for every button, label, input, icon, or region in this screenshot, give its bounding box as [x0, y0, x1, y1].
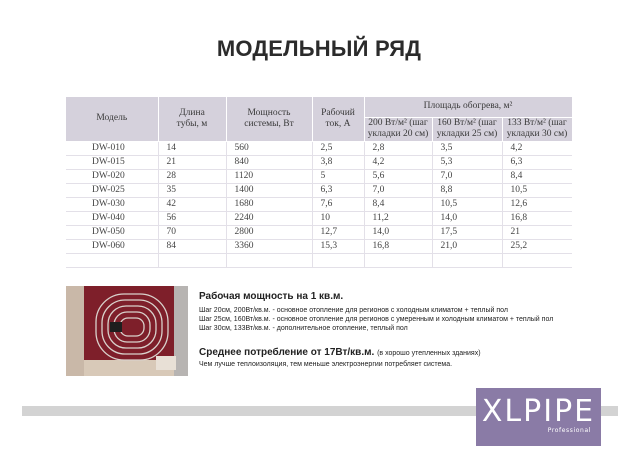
header-power: Мощность системы, Вт — [226, 97, 312, 141]
info-line: Шаг 25см, 160Вт/кв.м. - основное отопление для регионов с умеренным и холодным климатом + теплый пол — [199, 316, 554, 323]
cell-current: 2,5 — [312, 141, 364, 155]
cell-model: DW-040 — [66, 211, 158, 225]
heating-panel-photo — [66, 286, 188, 376]
cell-area-200: 8,4 — [364, 197, 432, 211]
cell-power: 1680 — [226, 197, 312, 211]
cell-area-200: 11,2 — [364, 211, 432, 225]
cell-current: 10 — [312, 211, 364, 225]
cell-area-160: 10,5 — [432, 197, 502, 211]
cell-current: 6,3 — [312, 183, 364, 197]
cell-power: 3360 — [226, 239, 312, 253]
header-length: Длина тубы, м — [158, 97, 226, 141]
table-row — [66, 183, 572, 197]
cell-area-133: 10,5 — [502, 183, 572, 197]
cell-area-160: 5,3 — [432, 155, 502, 169]
table-row — [66, 155, 572, 169]
cell-length: 14 — [158, 141, 226, 155]
table-row — [66, 141, 572, 155]
cell-area-160: 17,5 — [432, 225, 502, 239]
cell-model: DW-015 — [66, 155, 158, 169]
cell-model: DW-050 — [66, 225, 158, 239]
page-title: МОДЕЛЬНЫЙ РЯД — [216, 36, 422, 61]
cell-area-133: 16,8 — [502, 211, 572, 225]
table-row — [66, 225, 572, 239]
cell-power: 560 — [226, 141, 312, 155]
table-row — [66, 211, 572, 225]
logo-subtitle: Professional — [547, 427, 591, 434]
power-heading: Рабочая мощность на 1 кв.м. — [199, 291, 344, 302]
header-heating-area: Площадь обогрева, м² — [364, 97, 572, 117]
cell-area-160: 7,0 — [432, 169, 502, 183]
cell-model: DW-010 — [66, 141, 158, 155]
header-area-133: 133 Вт/м² (шаг укладки 30 см) — [502, 117, 572, 141]
cell-area-200: 14,0 — [364, 225, 432, 239]
cell-model: DW-060 — [66, 239, 158, 253]
cell-length: 56 — [158, 211, 226, 225]
power-info-block — [199, 291, 579, 370]
cell-current: 12,7 — [312, 225, 364, 239]
cell-power: 2240 — [226, 211, 312, 225]
cell-model: DW-020 — [66, 169, 158, 183]
cell-model: DW-025 — [66, 183, 158, 197]
cell-area-133: 21 — [502, 225, 572, 239]
cell-area-200: 5,6 — [364, 169, 432, 183]
info-line: Шаг 30см, 133Вт/кв.м. - дополнительное отопление, теплый пол — [199, 325, 408, 332]
logo-wordmark: XLPIPE — [481, 394, 596, 429]
cell-area-133: 6,3 — [502, 155, 572, 169]
insulation-note: Чем лучше теплоизоляция, тем меньше электроэнергии потребляет система. — [199, 361, 453, 368]
header-model: Модель — [66, 97, 158, 141]
cell-area-160: 14,0 — [432, 211, 502, 225]
table-row — [66, 169, 572, 183]
cell-current: 3,8 — [312, 155, 364, 169]
table-row — [66, 239, 572, 253]
cell-current: 15,3 — [312, 239, 364, 253]
cell-length: 21 — [158, 155, 226, 169]
cell-current: 5 — [312, 169, 364, 183]
cell-area-133: 12,6 — [502, 197, 572, 211]
cell-area-160: 8,8 — [432, 183, 502, 197]
cell-area-133: 8,4 — [502, 169, 572, 183]
cell-power: 1400 — [226, 183, 312, 197]
cell-length: 35 — [158, 183, 226, 197]
cell-power: 840 — [226, 155, 312, 169]
header-area-160: 160 Вт/м² (шаг укладки 25 см) — [432, 117, 502, 141]
header-current: Рабочий ток, А — [312, 97, 364, 141]
header-area-200: 200 Вт/м² (шаг укладки 20 см) — [364, 117, 432, 141]
info-line: Шаг 20см, 200Вт/кв.м. - основное отопление для регионов с холодным климатом + теплый пол — [199, 307, 508, 314]
cell-length: 70 — [158, 225, 226, 239]
cell-length: 84 — [158, 239, 226, 253]
cell-area-200: 2,8 — [364, 141, 432, 155]
cell-power: 2800 — [226, 225, 312, 239]
cell-power: 1120 — [226, 169, 312, 183]
table-row-empty — [66, 253, 572, 267]
cell-area-160: 21,0 — [432, 239, 502, 253]
cell-model: DW-030 — [66, 197, 158, 211]
cell-area-200: 16,8 — [364, 239, 432, 253]
cell-area-133: 25,2 — [502, 239, 572, 253]
table-row — [66, 197, 572, 211]
cell-length: 28 — [158, 169, 226, 183]
cell-area-200: 4,2 — [364, 155, 432, 169]
cell-area-160: 3,5 — [432, 141, 502, 155]
model-range-table — [66, 97, 573, 268]
consumption-heading: Среднее потребление от 17Вт/кв.м. (в хорошо утепленных зданиях) — [199, 347, 481, 358]
cell-length: 42 — [158, 197, 226, 211]
cell-area-200: 7,0 — [364, 183, 432, 197]
cell-current: 7,6 — [312, 197, 364, 211]
cell-area-133: 4,2 — [502, 141, 572, 155]
xlpipe-logo — [476, 388, 601, 446]
